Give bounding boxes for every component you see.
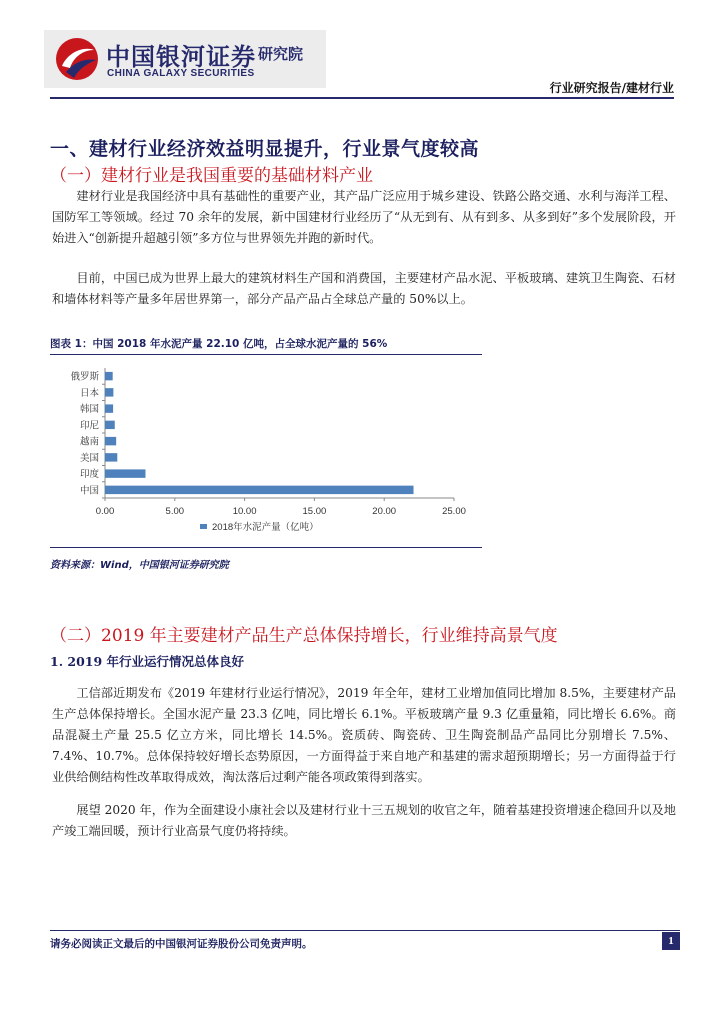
figure-1-title: 图表 1：中国 2018 年水泥产量 22.10 亿吨，占全球水泥产量的 56% bbox=[50, 338, 388, 350]
x-tick-label: 10.00 bbox=[232, 506, 257, 517]
x-tick-label: 15.00 bbox=[302, 506, 327, 517]
figure-1-source: 资料来源：Wind，中国银河证券研究院 bbox=[50, 560, 229, 571]
category-label: 日本 bbox=[79, 387, 99, 399]
cement-production-bar-chart bbox=[50, 356, 482, 546]
header-divider bbox=[50, 97, 674, 99]
bar-0 bbox=[105, 486, 414, 494]
paragraph-3: 工信部近期发布《2019 年建材行业运行情况》，2019 年全年，建材工业增加值同比增加 8.5%，主要建材产品生产总体保持增长。全国水泥产量 23.3 亿吨，同比增长 6.1%。平板玻璃产量 9.3 亿重量箱，同比增长 6.6%。商品混凝土产量 25.5 亿立方米，同比增长 14.5%。瓷质砖、陶瓷砖、卫生陶瓷制品产品同比分别增长 7.5%、7.4%、10.7%。总体保持较好增长态势原因，一方面得益于来自地产和基建的需求超预期增长；另一方面得益于行业供给侧结构性改革取得成效，淘汰落后过剩产能各项政策得到落实。 bbox=[52, 686, 676, 784]
figure-top-rule bbox=[50, 354, 482, 355]
bar-7 bbox=[105, 372, 113, 380]
logo-chinese-name: 中国银河证券 bbox=[106, 43, 256, 71]
footer-divider bbox=[50, 930, 680, 931]
logo-english-name: CHINA GALAXY SECURITIES bbox=[107, 68, 255, 79]
subsection-2-1-heading: 1. 2019 年行业运行情况总体良好 bbox=[50, 654, 245, 669]
x-tick-label: 0.00 bbox=[95, 506, 115, 517]
subsection-2-title: （二）2019 年主要建材产品生产总体保持增长，行业维持高景气度 bbox=[50, 626, 558, 646]
galaxy-logo-icon bbox=[54, 36, 100, 82]
category-label: 印度 bbox=[79, 469, 99, 481]
bar-3 bbox=[105, 437, 116, 445]
category-label: 印尼 bbox=[79, 420, 99, 432]
category-label: 韩国 bbox=[79, 404, 99, 416]
bar-6 bbox=[105, 388, 113, 396]
paragraph-1: 建材行业是我国经济中具有基础性的重要产业，其产品广泛应用于城乡建设、铁路公路交通、水利与海洋工程、国防军工等领域。经过 70 余年的发展，新中国建材行业经历了“从无到有、从有到多、从多到好”多个发展阶段，开始进入“创新提升超越引领”多方位与世界领先并跑的新时代。 bbox=[52, 189, 676, 245]
category-label: 美国 bbox=[79, 452, 99, 464]
bar-4 bbox=[105, 421, 115, 429]
bar-2 bbox=[105, 453, 117, 461]
bar-5 bbox=[105, 404, 113, 412]
paragraph-2: 目前，中国已成为世界上最大的建筑材料生产国和消费国，主要建材产品水泥、平板玻璃、建筑卫生陶瓷、石材和墙体材料等产量多年居世界第一，部分产品产品占全球总产量的 50%以上。 bbox=[52, 271, 676, 306]
footer-disclaimer: 请务必阅读正文最后的中国银河证券股份公司免责声明。 bbox=[50, 938, 313, 950]
report-type-label: 行业研究报告/建材行业 bbox=[549, 81, 674, 95]
company-logo bbox=[44, 30, 326, 88]
subsection-1-title: （一）建材行业是我国重要的基础材料产业 bbox=[50, 166, 373, 186]
section-1-title: 一、建材行业经济效益明显提升，行业景气度较高 bbox=[50, 138, 480, 160]
x-tick-label: 5.00 bbox=[165, 506, 185, 517]
x-tick-label: 20.00 bbox=[372, 506, 397, 517]
category-label: 越南 bbox=[79, 436, 99, 448]
logo-research-institute: 研究院 bbox=[258, 45, 304, 63]
page-number: 1 bbox=[662, 932, 680, 950]
figure-bottom-rule bbox=[50, 547, 482, 548]
paragraph-4: 展望 2020 年，作为全面建设小康社会以及建材行业十三五规划的收官之年，随着基建投资增速企稳回升以及地产竣工端回暖，预计行业高景气度仍将持续。 bbox=[52, 803, 676, 838]
page-header bbox=[0, 0, 724, 100]
legend-label: 2018年水泥产量（亿吨） bbox=[212, 522, 319, 533]
category-label: 俄罗斯 bbox=[70, 371, 99, 383]
bar-1 bbox=[105, 469, 145, 477]
category-label: 中国 bbox=[79, 485, 99, 497]
legend-swatch bbox=[200, 524, 207, 529]
x-tick-label: 25.00 bbox=[442, 506, 466, 517]
